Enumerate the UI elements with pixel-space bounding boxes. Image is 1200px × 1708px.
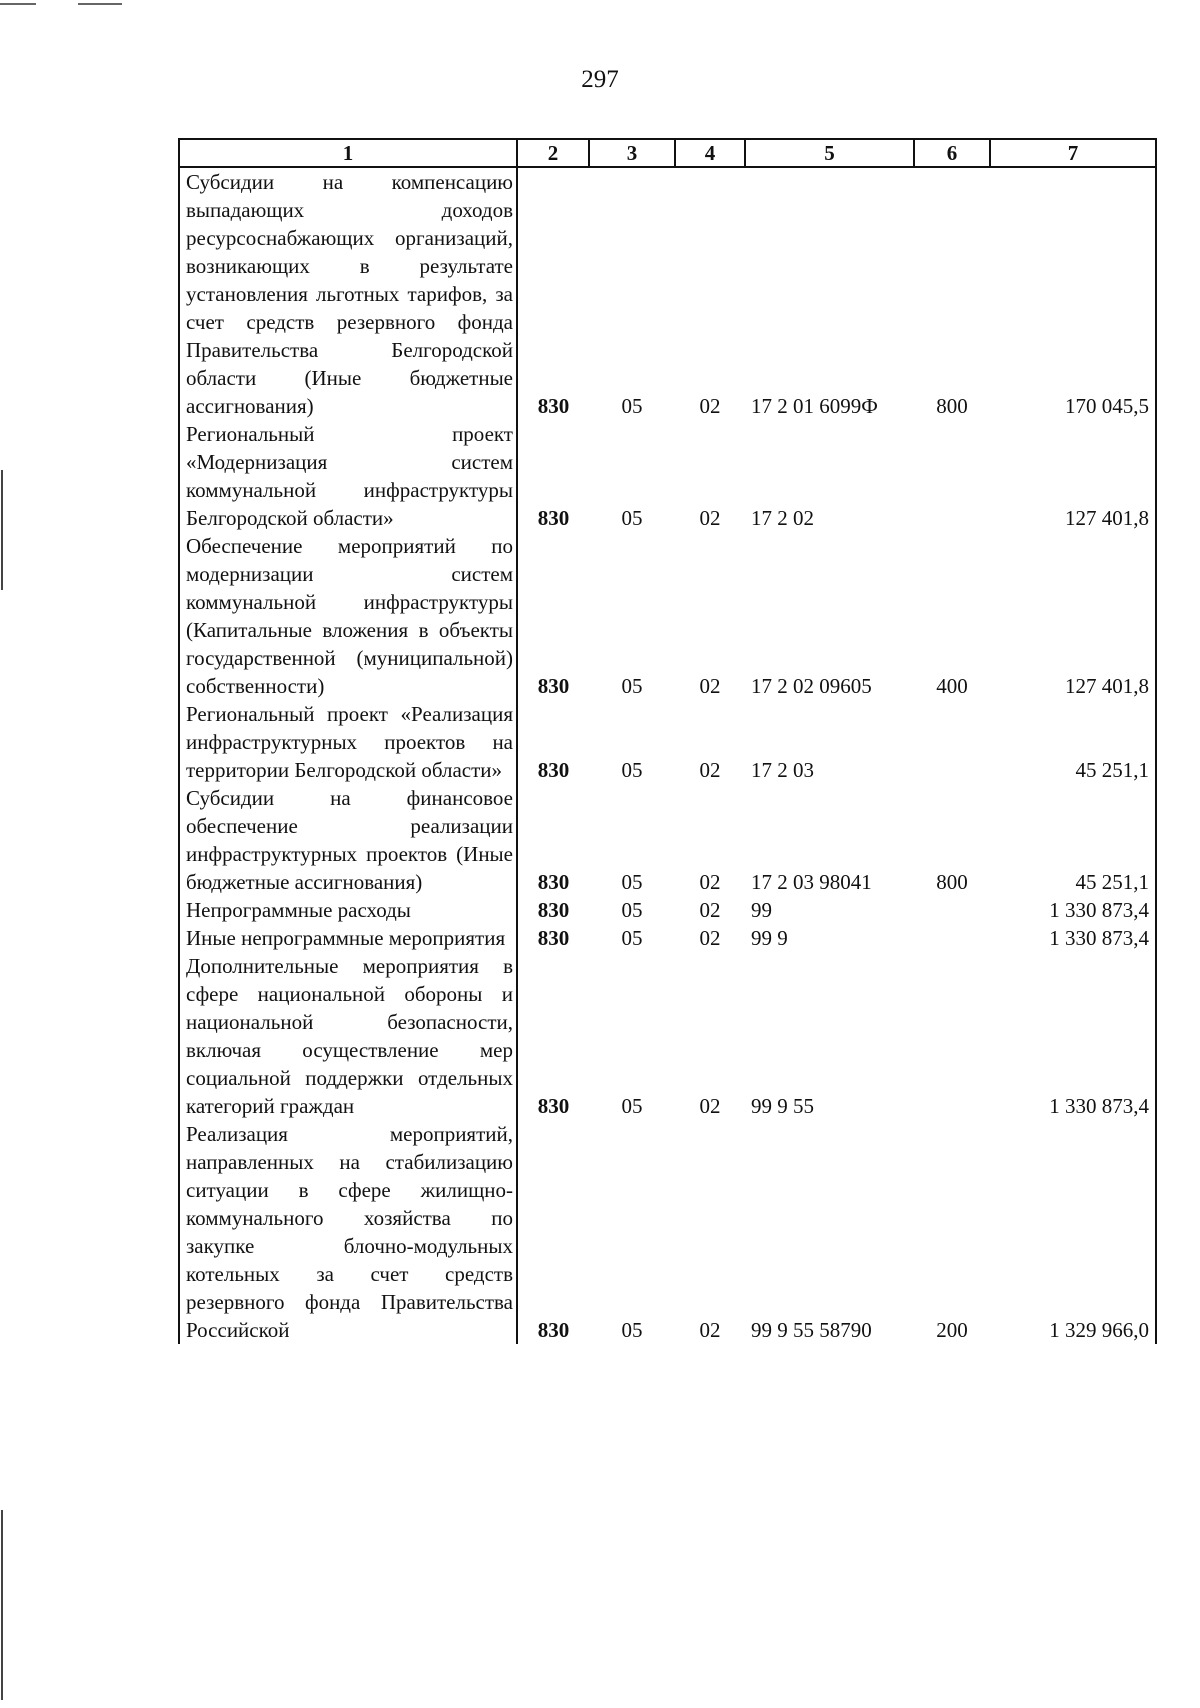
row-description: Региональный проект «Модернизация систем коммунальной инфраструктуры Белгородской области» — [179, 420, 517, 532]
row-ministry-code: 830 — [537, 1318, 570, 1342]
row-section-code: 05 — [621, 758, 643, 782]
table-row — [179, 420, 1156, 532]
row-subsection-code: 02 — [699, 674, 721, 698]
row-expense-type: 400 — [936, 674, 968, 698]
table-row — [179, 532, 1156, 700]
row-target-code: 17 2 01 6099Ф — [751, 394, 878, 418]
row-description: Обеспечение мероприятий по модернизации систем коммунальной инфраструктуры (Капитальные вложения в объекты государственной (муниципальной) собственности) — [179, 532, 517, 700]
row-target-code: 99 9 55 — [751, 1094, 814, 1118]
row-amount: 1 330 873,4 — [990, 952, 1156, 1120]
row-amount: 170 045,5 — [990, 167, 1156, 420]
row-target-code: 99 9 55 58790 — [751, 1318, 872, 1342]
row-section-code: 05 — [621, 394, 643, 418]
row-section-code: 05 — [621, 1318, 643, 1342]
row-expense-type — [914, 896, 990, 924]
row-section-code: 05 — [621, 506, 643, 530]
row-ministry-code: 830 — [537, 1094, 570, 1118]
row-section-code: 05 — [621, 674, 643, 698]
row-section-code: 05 — [621, 1094, 643, 1118]
row-expense-type — [914, 952, 990, 1120]
scan-mark-top-1 — [0, 3, 36, 5]
row-target-code: 17 2 03 98041 — [751, 870, 872, 894]
row-ministry-code: 830 — [537, 898, 570, 922]
row-subsection-code: 02 — [699, 898, 721, 922]
row-target-code: 99 — [751, 898, 772, 922]
header-col-5: 5 — [745, 139, 914, 167]
row-description: Субсидии на финансовое обеспечение реализации инфраструктурных проектов (Иные бюджетные ассигнования) — [179, 784, 517, 896]
table-row — [179, 896, 1156, 924]
header-col-6: 6 — [914, 139, 990, 167]
scan-mark-left-2 — [1, 1510, 3, 1700]
row-ministry-code: 830 — [537, 394, 570, 418]
row-expense-type: 800 — [936, 394, 968, 418]
row-description: Региональный проект «Реализация инфраструктурных проектов на территории Белгородской области» — [179, 700, 517, 784]
table-row — [179, 167, 1156, 420]
row-ministry-code: 830 — [537, 926, 570, 950]
row-description: Дополнительные мероприятия в сфере национальной обороны и национальной безопасности, включая осуществление мер социальной поддержки отдельных категорий граждан — [179, 952, 517, 1120]
row-amount: 1 330 873,4 — [990, 896, 1156, 924]
row-subsection-code: 02 — [699, 870, 721, 894]
row-expense-type: 800 — [936, 870, 968, 894]
table-row — [179, 952, 1156, 1120]
budget-table — [178, 138, 1157, 1344]
header-col-3: 3 — [589, 139, 675, 167]
row-amount: 127 401,8 — [990, 420, 1156, 532]
row-description: Реализация мероприятий, направленных на стабилизацию ситуации в сфере жилищно-коммунального хозяйства по закупке блочно-модульных котельных за счет средств резервного фонда Правительства Российской — [179, 1120, 517, 1344]
header-col-2: 2 — [517, 139, 589, 167]
row-amount: 1 330 873,4 — [990, 924, 1156, 952]
header-col-1: 1 — [179, 139, 517, 167]
row-expense-type — [914, 420, 990, 532]
row-section-code: 05 — [621, 870, 643, 894]
scan-mark-top-2 — [78, 3, 122, 5]
row-expense-type: 200 — [936, 1318, 968, 1342]
row-amount: 45 251,1 — [990, 700, 1156, 784]
row-section-code: 05 — [621, 898, 643, 922]
row-expense-type — [914, 700, 990, 784]
row-subsection-code: 02 — [699, 1318, 721, 1342]
row-description: Субсидии на компенсацию выпадающих доходов ресурсоснабжающих организаций, возникающих в результате установления льготных тарифов, за счет средств резервного фонда Правительства Белгородской области (Иные бюджетные ассигнования) — [179, 167, 517, 420]
table-row — [179, 1120, 1156, 1344]
row-subsection-code: 02 — [699, 506, 721, 530]
row-ministry-code: 830 — [537, 758, 570, 782]
row-subsection-code: 02 — [699, 1094, 721, 1118]
page-number: 297 — [581, 66, 619, 93]
row-description: Непрограммные расходы — [179, 896, 517, 924]
row-target-code: 99 9 — [751, 926, 788, 950]
row-subsection-code: 02 — [699, 926, 721, 950]
header-row — [179, 139, 1156, 167]
row-target-code: 17 2 03 — [751, 758, 814, 782]
row-amount: 127 401,8 — [990, 532, 1156, 700]
row-target-code: 17 2 02 09605 — [751, 674, 872, 698]
scan-mark-left-1 — [1, 470, 3, 590]
table-row — [179, 700, 1156, 784]
row-description: Иные непрограммные мероприятия — [179, 924, 517, 952]
header-col-7: 7 — [990, 139, 1156, 167]
header-col-4: 4 — [675, 139, 745, 167]
table-row — [179, 784, 1156, 896]
row-amount: 45 251,1 — [990, 784, 1156, 896]
row-ministry-code: 830 — [537, 674, 570, 698]
table-row — [179, 924, 1156, 952]
row-section-code: 05 — [621, 926, 643, 950]
row-target-code: 17 2 02 — [751, 506, 814, 530]
row-expense-type — [914, 924, 990, 952]
row-subsection-code: 02 — [699, 394, 721, 418]
row-ministry-code: 830 — [537, 506, 570, 530]
row-ministry-code: 830 — [537, 870, 570, 894]
row-amount: 1 329 966,0 — [990, 1120, 1156, 1344]
row-subsection-code: 02 — [699, 758, 721, 782]
